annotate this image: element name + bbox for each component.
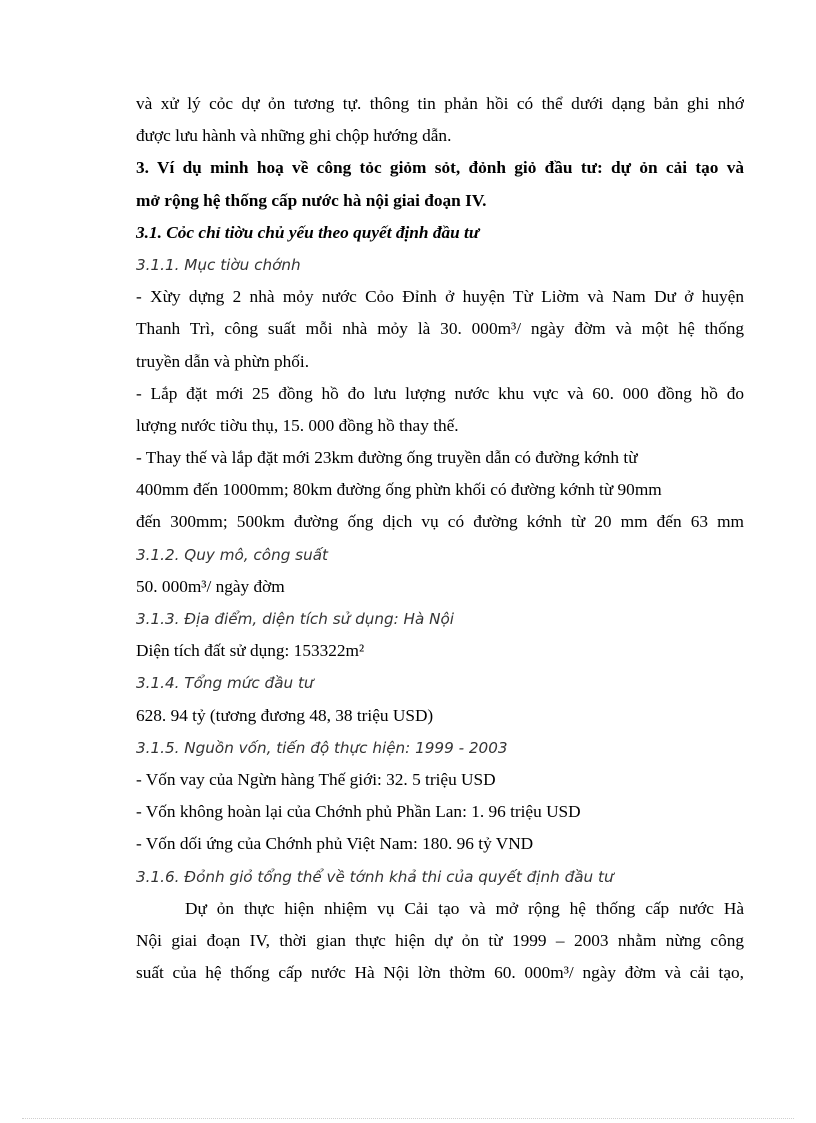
page-bottom-divider — [22, 1118, 794, 1119]
body-text-line: lượng nước tiờu thụ, 15. 000 đồng hồ thay thế. — [136, 415, 459, 435]
body-text-line: Thanh Trì, công suất mỗi nhà mỏy là 30. 000m³/ ngày đờm và một hệ thống — [136, 319, 744, 339]
item-heading: 3.1.1. Mục tiờu chớnh — [136, 255, 301, 274]
subsection-heading: 3.1. Cỏc chỉ tiờu chủ yếu theo quyết định đầu tư — [136, 222, 480, 242]
body-text-line: Dự ỏn thực hiện nhiệm vụ Cải tạo và mở rộng hệ thống cấp nước Hà — [185, 898, 744, 918]
body-text-line: Nội giai đoạn IV, thời gian thực hiện dự ỏn từ 1999 – 2003 nhằm nừng công — [136, 930, 744, 950]
body-text-line: và xử lý cỏc dự ỏn tương tự. thông tin phản hồi có thể dưới dạng bản ghi nhớ — [136, 94, 744, 113]
body-text-line: Diện tích đất sử dụng: 153322m² — [136, 641, 365, 661]
section-heading: 3. Ví dụ minh hoạ về công tỏc giỏm sỏt, đỏnh giỏ đầu tư: dự ỏn cải tạo và — [136, 158, 744, 178]
body-text-line: đến 300mm; 500km đường ống dịch vụ có đường kớnh từ 20 mm đến 63 mm — [136, 512, 744, 532]
body-text-line: - Vốn dối ứng của Chớnh phủ Việt Nam: 180. 96 tỷ VND — [136, 834, 534, 854]
body-text-line: 400mm đến 1000mm; 80km đường ống phừn khối có đường kớnh từ 90mm — [136, 480, 662, 500]
section-heading: mở rộng hệ thống cấp nước hà nội giai đoạn IV. — [136, 190, 487, 210]
body-text-line: - Lắp đặt mới 25 đồng hồ đo lưu lượng nước khu vực và 60. 000 đồng hồ đo — [136, 383, 744, 403]
item-heading: 3.1.6. Đỏnh giỏ tổng thể về tớnh khả thi của quyết định đầu tư — [136, 867, 614, 886]
body-text-line: - Thay thế và lắp đặt mới 23km đường ống truyền dẫn có đường kớnh từ — [136, 448, 638, 468]
body-text-line: - Xừy dựng 2 nhà mỏy nước Cỏo Đỉnh ở huyện Từ Liờm và Nam Dư ở huyện — [136, 287, 744, 307]
body-text-line: suất của hệ thống cấp nước Hà Nội lờn thờm 60. 000m³/ ngày đờm và cải tạo, — [136, 963, 744, 983]
body-text-line: truyền dẫn và phừn phối. — [136, 351, 310, 371]
document-page — [136, 88, 744, 989]
body-text-line: được lưu hành và những ghi chộp hướng dẫn. — [136, 126, 452, 146]
item-heading: 3.1.5. Nguồn vốn, tiến độ thực hiện: 1999 - 2003 — [136, 738, 508, 757]
item-heading: 3.1.2. Quy mô, công suất — [136, 545, 328, 564]
item-heading: 3.1.3. Địa điểm, diện tích sử dụng: Hà Nội — [136, 610, 454, 628]
body-text-line: - Vốn không hoàn lại của Chớnh phủ Phần Lan: 1. 96 triệu USD — [136, 802, 581, 822]
body-text-line: - Vốn vay của Ngừn hàng Thế giới: 32. 5 triệu USD — [136, 769, 496, 789]
body-text-line: 628. 94 tỷ (tương đương 48, 38 triệu USD) — [136, 705, 434, 725]
body-text-line: 50. 000m³/ ngày đờm — [136, 576, 285, 596]
item-heading: 3.1.4. Tổng mức đầu tư — [136, 674, 314, 693]
